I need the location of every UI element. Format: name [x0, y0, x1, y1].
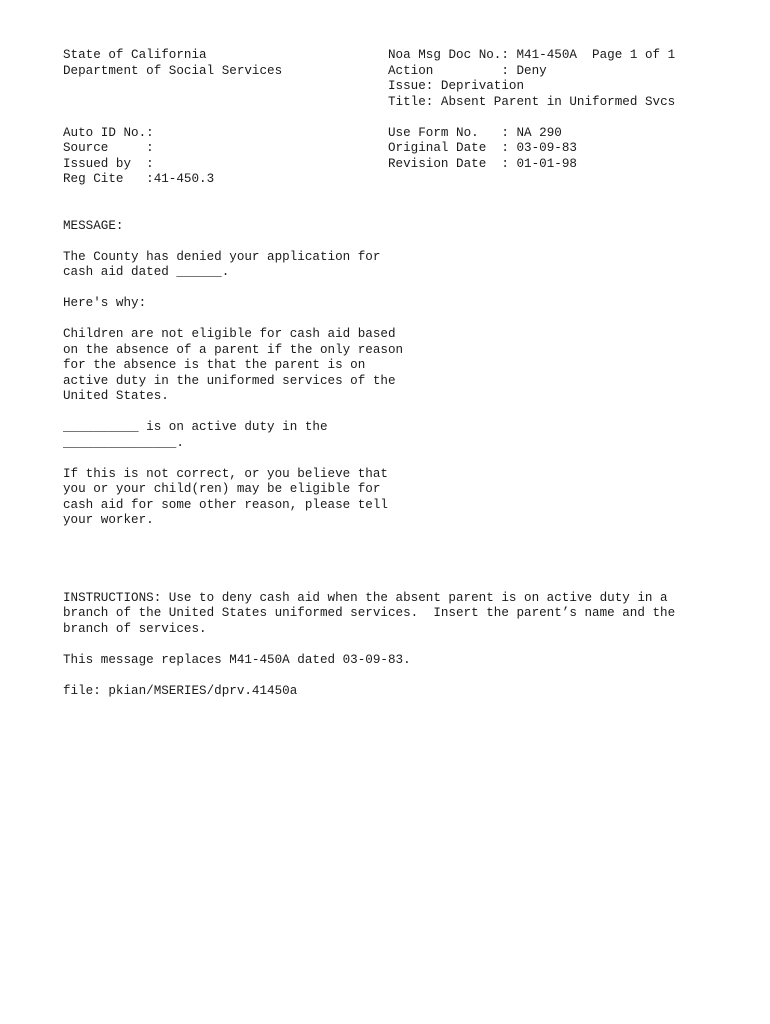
- action-line: Action : Deny: [388, 63, 547, 78]
- instructions-line: INSTRUCTIONS: Use to deny cash aid when the absent parent is on active duty in a: [63, 590, 668, 605]
- agency-department: Department of Social Services: [63, 63, 283, 78]
- reg-cite-line: Reg Cite :41-450.3: [63, 172, 215, 186]
- message-para4-line: _______________.: [63, 435, 184, 450]
- instructions-line: branch of services.: [63, 621, 207, 636]
- source-line: Source :: [63, 141, 154, 155]
- doc-number-line: Noa Msg Doc No.: M41-450A Page 1 of 1: [388, 48, 676, 62]
- message-para3-line: on the absence of a parent if the only reason: [63, 342, 404, 357]
- message-para5-line: cash aid for some other reason, please tell: [63, 497, 388, 512]
- message-heading: MESSAGE:: [63, 218, 124, 233]
- message-para5-line: your worker.: [63, 513, 154, 527]
- auto-id-line: Auto ID No.:: [63, 125, 154, 140]
- message-para5-line: you or your child(ren) may be eligible for: [63, 482, 381, 496]
- revision-date-line: Revision Date : 01-01-98: [388, 156, 577, 171]
- file-path: file: pkian/MSERIES/dprv.41450a: [63, 683, 298, 698]
- issued-by-line: Issued by :: [63, 156, 154, 171]
- message-para3-line: for the absence is that the parent is on: [63, 358, 366, 372]
- use-form-line: Use Form No. : NA 290: [388, 125, 562, 140]
- original-date-line: Original Date : 03-09-83: [388, 141, 577, 155]
- title-line: Title: Absent Parent in Uniformed Svcs: [388, 94, 676, 109]
- message-para1-line: The County has denied your application for: [63, 249, 381, 264]
- message-para5-line: If this is not correct, or you believe that: [63, 466, 388, 481]
- replaces-note: This message replaces M41-450A dated 03-09-83.: [63, 652, 411, 667]
- instructions-line: branch of the United States uniformed services. Insert the parent’s name and the: [63, 606, 676, 620]
- agency-state: State of California: [63, 48, 207, 62]
- message-para4-line: __________ is on active duty in the: [63, 420, 328, 434]
- message-para1-line: cash aid dated ______.: [63, 265, 230, 279]
- message-para3-line: Children are not eligible for cash aid based: [63, 327, 396, 341]
- message-para2-line: Here's why:: [63, 296, 147, 310]
- message-para3-line: active duty in the uniformed services of the: [63, 373, 396, 388]
- message-para3-line: United States.: [63, 389, 169, 403]
- issue-line: Issue: Deprivation: [388, 79, 525, 93]
